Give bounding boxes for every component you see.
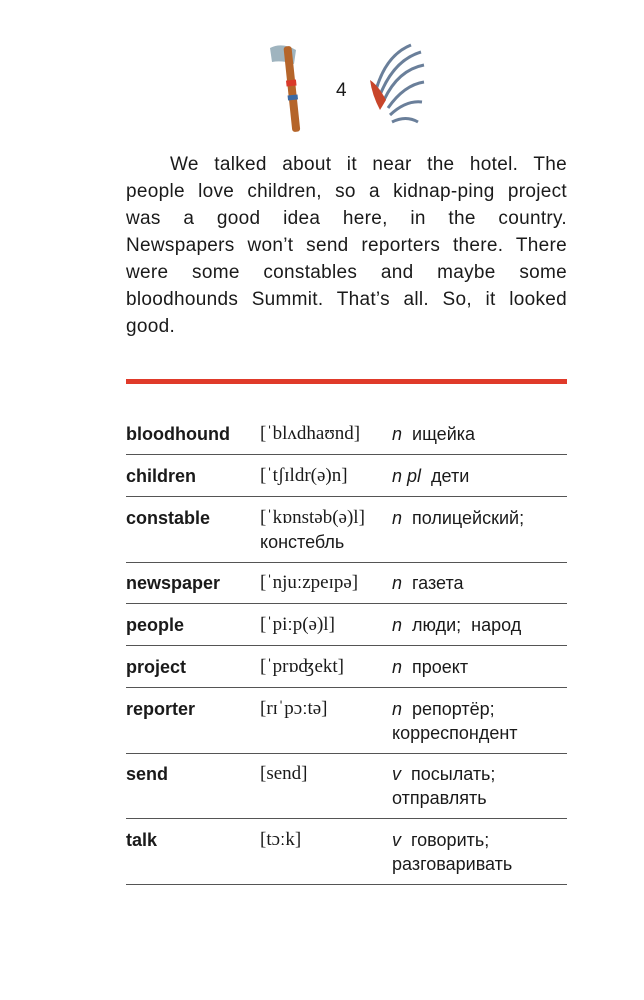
vocab-transcription: [ˈtʃɪldr(ə)n] [260,465,348,486]
vocab-translation: полицейский; [412,508,525,528]
vocab-definition [392,613,521,637]
part-of-speech: v [392,764,401,784]
vocab-word: send [126,764,169,784]
tomahawk-illustration [262,40,312,135]
part-of-speech: n [392,699,403,719]
vocabulary-row [126,571,567,604]
vocab-transcription: [ˈnjuːzpeɪpə] [260,572,359,593]
vocab-word: people [126,615,185,635]
vocab-definition [392,697,495,721]
vocab-transcription: [send] [260,763,308,784]
vocab-translation-continued: корреспондент [392,723,518,743]
vocabulary-row [126,422,567,455]
vocabulary-row [126,613,567,646]
vocabulary-row [126,655,567,688]
vocab-word: constable [126,508,211,528]
vocab-transcription: [ˈprɒʤekt] [260,656,345,677]
vocab-definition [392,828,489,852]
vocab-definition [392,762,495,786]
vocab-transcription: [ˈpiːp(ə)l] [260,614,335,635]
part-of-speech: n [392,615,403,635]
vocab-definition [392,571,464,595]
vocab-translation: дети [431,466,470,486]
vocabulary-row [126,697,567,754]
vocabulary-row [126,464,567,497]
vocab-definition [392,506,524,530]
part-of-speech: n [392,508,403,528]
vocabulary-row [126,762,567,819]
vocab-word: reporter [126,699,196,719]
vocab-transcription: [tɔːk] [260,829,302,850]
part-of-speech: n [392,573,403,593]
vocabulary-row [126,828,567,885]
vocab-translation: говорить; [411,830,490,850]
vocab-definition [392,655,468,679]
vocab-translation: репортёр; [412,699,495,719]
vocab-translation: проект [412,657,469,677]
vocab-translation: газета [412,573,464,593]
vocab-definition [392,464,469,488]
vocabulary-row [126,506,567,563]
headdress-illustration [366,40,426,130]
vocab-transcription: [ˈblʌdhaʊnd] [260,423,361,444]
vocab-word: project [126,657,187,677]
story-paragraph: We talked about it near the hotel. The people love children, so a kidnap-ping project was a good idea here, in the country. Newspapers won’t send reporters there. There were some constables and maybe some bloodhounds Summit. That’s all. So, it looked good. [126,154,567,337]
part-of-speech: n [392,424,403,444]
vocab-translation-continued: отправлять [392,788,487,808]
vocab-transcription: [rɪˈpɔːtə] [260,698,328,719]
vocab-translation-continued: разговаривать [392,854,513,874]
vocab-word: bloodhound [126,424,230,444]
vocab-translation-continued: констебль [260,532,345,552]
vocab-translation: ищейка [412,424,476,444]
vocab-translation: люди; народ [412,615,522,635]
vocab-definition [392,422,475,446]
page-number: 4 [336,80,347,101]
section-divider [126,379,567,384]
vocab-word: newspaper [126,573,221,593]
vocab-word: children [126,466,197,486]
part-of-speech: v [392,830,401,850]
part-of-speech: n [392,657,403,677]
vocab-word: talk [126,830,158,850]
vocab-translation: посылать; [411,764,496,784]
part-of-speech: n pl [392,466,422,486]
vocab-transcription: [ˈkɒnstəb(ə)l] [260,507,365,528]
